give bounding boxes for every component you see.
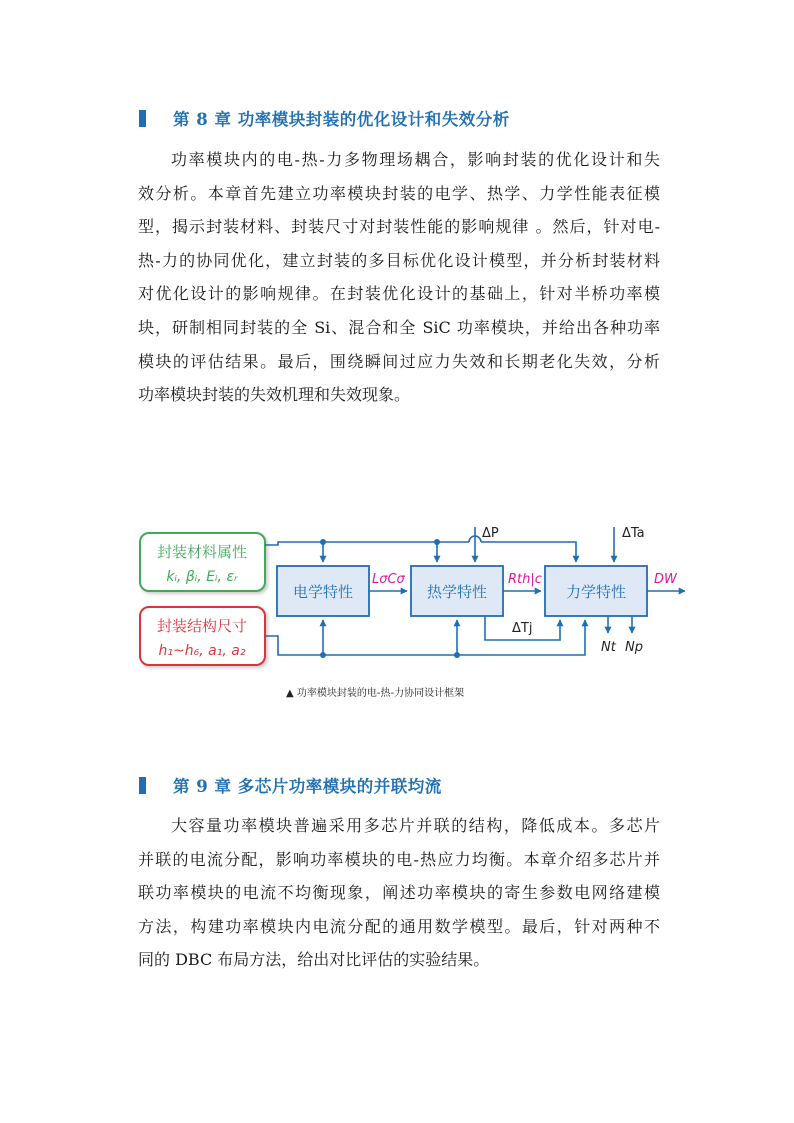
paragraph-line: 功率模块封装的失效机理和失效现象。 — [138, 385, 411, 405]
paragraph-line: 并联的电流分配，影响功率模块的电-热应力均衡。本章介绍多芯片并 — [138, 849, 660, 869]
dtj-label: ΔTj — [512, 621, 533, 636]
heading-marker — [139, 777, 146, 794]
paragraph-line: 方法，构建功率模块内电流分配的通用数学模型。最后，针对两种不 — [138, 916, 660, 936]
paragraph-line: 同的 DBC 布局方法，给出对比评估的实验结果。 — [138, 950, 490, 970]
paragraph-line: 对优化设计的影响规律。在封装优化设计的基础上，针对半桥功率模 — [138, 284, 660, 304]
paragraph-line: 热-力的协同优化，建立封装的多目标优化设计模型，并分析封装材料 — [138, 250, 660, 270]
mechanical-label: 力学特性 — [565, 583, 627, 601]
paragraph-line: 块，研制相同封装的全 Si、混合和全 SiC 功率模块，并给出各种功率 — [138, 317, 660, 337]
chapter-9-title: 第 9 章 多芯片功率模块的并联均流 — [173, 777, 442, 796]
paragraph-line: 大容量功率模块普遍采用多芯片并联的结构，降低成本。多芯片 — [171, 816, 660, 835]
np-label: Np — [625, 640, 643, 655]
electrical-label: 电学特性 — [292, 583, 354, 601]
chapter-9-heading — [139, 773, 442, 797]
material-properties-box — [140, 533, 265, 591]
lc-label: LσCσ — [372, 572, 405, 587]
chapter-8-title: 第 8 章 功率模块封装的优化设计和失效分析 — [173, 110, 510, 129]
paragraph-line: 功率模块内的电-热-力多物理场耦合，影响封装的优化设计和失 — [171, 150, 660, 169]
thermal-box — [411, 566, 503, 616]
structure-params: h₁~h₆, a₁, a₂ — [158, 643, 246, 659]
paragraph-line: 效分析。本章首先建立功率模块封装的电学、热学、力学性能表征模 — [138, 183, 660, 203]
dp-label: ΔP — [482, 526, 499, 541]
chapter-9-paragraph — [138, 809, 660, 977]
paragraph-line: 型，揭示封装材料、封装尺寸对封装性能的影响规律 。然后，针对电- — [138, 217, 660, 237]
paragraph-line: 模块的评估结果。最后，围绕瞬间过应力失效和长期老化失效，分析 — [138, 351, 660, 371]
structure-title: 封装结构尺寸 — [156, 617, 248, 635]
electrical-box — [277, 566, 369, 616]
mechanical-box — [545, 566, 647, 616]
dw-label: DW — [654, 572, 677, 587]
thermal-label: 热学特性 — [426, 583, 488, 601]
dta-label: ΔTa — [622, 526, 645, 541]
structure-dimensions-box — [140, 607, 265, 665]
rth-label: Rth|c — [508, 572, 542, 587]
material-params: kᵢ, βᵢ, Eᵢ, εᵣ — [166, 569, 238, 585]
nt-label: Nt — [601, 640, 616, 655]
figure-caption: ▲ 功率模块封装的电-热-力协同设计框架 — [286, 688, 465, 699]
paragraph-line: 联功率模块的电流不均衡现象，阐述功率模块的寄生参数电网络建模 — [138, 883, 660, 903]
material-title: 封装材料属性 — [156, 543, 248, 561]
